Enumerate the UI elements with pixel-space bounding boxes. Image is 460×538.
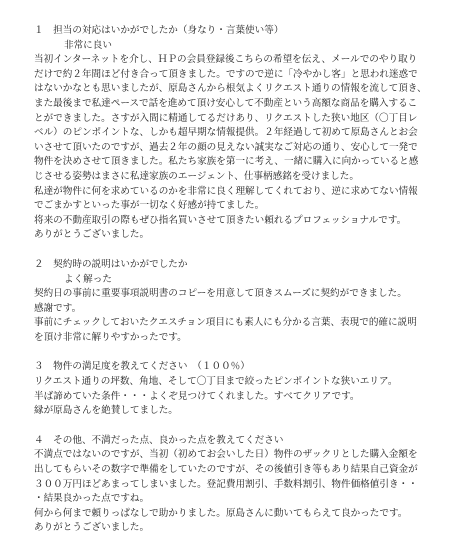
text-line: でごまかすといった事が一切なく好感が持てました。 <box>34 200 265 212</box>
text-line: 事前にチェックしておいたクエスチョン項目にも素人にも分かる言葉、表現で的確に説明 <box>34 317 417 329</box>
section-4 <box>34 434 446 536</box>
text-line: 半ば諦めていた条件・・・よくぞ見つけてくれました。すべてクリアです。 <box>34 390 360 402</box>
section-spacer <box>34 345 446 360</box>
question-title: ３ 物件の満足度を教えてください （１００％） <box>34 361 250 373</box>
text-line: 将来の不動産取引の際もぜひ指名買いさせて頂きたい頼れるプロフェッショナルです。 <box>34 214 407 226</box>
text-line: 何から何まで頼りっぱなしで助かりました。原島さんに動いてもらえて良かったです。 <box>34 507 408 519</box>
section-spacer <box>34 243 446 258</box>
text-line: はないかなとも思いましたが、原島さんから根気よくリクエスト通りの情報を流して頂き、 <box>34 83 427 95</box>
text-line: 不満点ではないのですが、当初（初めてお会いした日）物件のザックリとした購入金額を <box>34 449 418 461</box>
section-spacer <box>34 419 446 434</box>
section-1 <box>34 24 446 243</box>
text-line: 縁が原島さんを絶賛してました。 <box>34 405 178 417</box>
text-line: リクエスト通りの坪数、角地、そして〇丁目まで絞ったピンポイントな狭いエリア。 <box>34 376 398 388</box>
text-line: 出してもらいその数字で準備をしていたのですが、その後値引き等もあり結果自己資金が <box>34 464 418 476</box>
answer-label: 非常に良い <box>64 39 112 51</box>
text-line: じさせる姿勢はまさに私達家族のエージェント、仕事柄感銘を受けました。 <box>34 170 359 182</box>
text-line: 契約日の事前に重要事項説明書のコピーを用意して頂きスムーズに契約ができました。 <box>34 288 407 300</box>
text-line: 感謝です。 <box>34 302 82 314</box>
text-line: いさせて頂いたのですが、過去２年の顔の見えない誠実なご対応の通り、安心して一発で <box>34 141 418 153</box>
text-line: 当初インターネットを介し、ＨＰの会員登録後こちらの希望を伝え、メールでのやり取り <box>34 54 418 66</box>
answer-label: よく解った <box>64 273 112 285</box>
section-2 <box>34 258 446 346</box>
text-line: を頂け非常に解りやすかったです。 <box>34 331 187 343</box>
text-line: ありがとうございました。 <box>34 522 150 534</box>
text-line: 私達が物件に何を求めているのかを非常に良く理解してくれており、逆に求めてない情報 <box>34 185 418 197</box>
text-line: また最後まで私達ペースで話を進めて頂け安心して不動産という高額な商品を購入するこ <box>34 97 418 109</box>
text-line: とができました。さすが入間に精通してるだけあり、リクエストした狭い地区（〇丁目レ <box>34 112 418 124</box>
text-line: ３００万円ほどあまってしまいました。登記費用割引、手数料割引、物件価格値引き・・ <box>34 478 418 490</box>
section-3 <box>34 360 446 418</box>
question-title: ２ 契約時の説明はいかがでしたか <box>34 258 188 270</box>
text-line: だけで約２年間ほど付き合って頂きました。ですので逆に「冷やかし客」と思われ迷惑で <box>34 68 418 80</box>
text-line: ありがとうございました。 <box>34 229 150 241</box>
question-title: ４ その他、不満だった点、良かった点を教えてください <box>34 434 284 446</box>
text-line: ・結果良かった点ですね。 <box>34 493 150 505</box>
question-title: １ 担当の対応はいかがでしたか（身なり・言葉使い等） <box>34 25 284 36</box>
text-line: 物件を決めさせて頂きました。私たち家族を第一に考え、一緒に購入に向かっていると感 <box>34 156 419 168</box>
text-line: ベル）のピンポイントな、しかも超早期な情報提供。２年経過して初めて原島さんとお会 <box>34 127 418 139</box>
